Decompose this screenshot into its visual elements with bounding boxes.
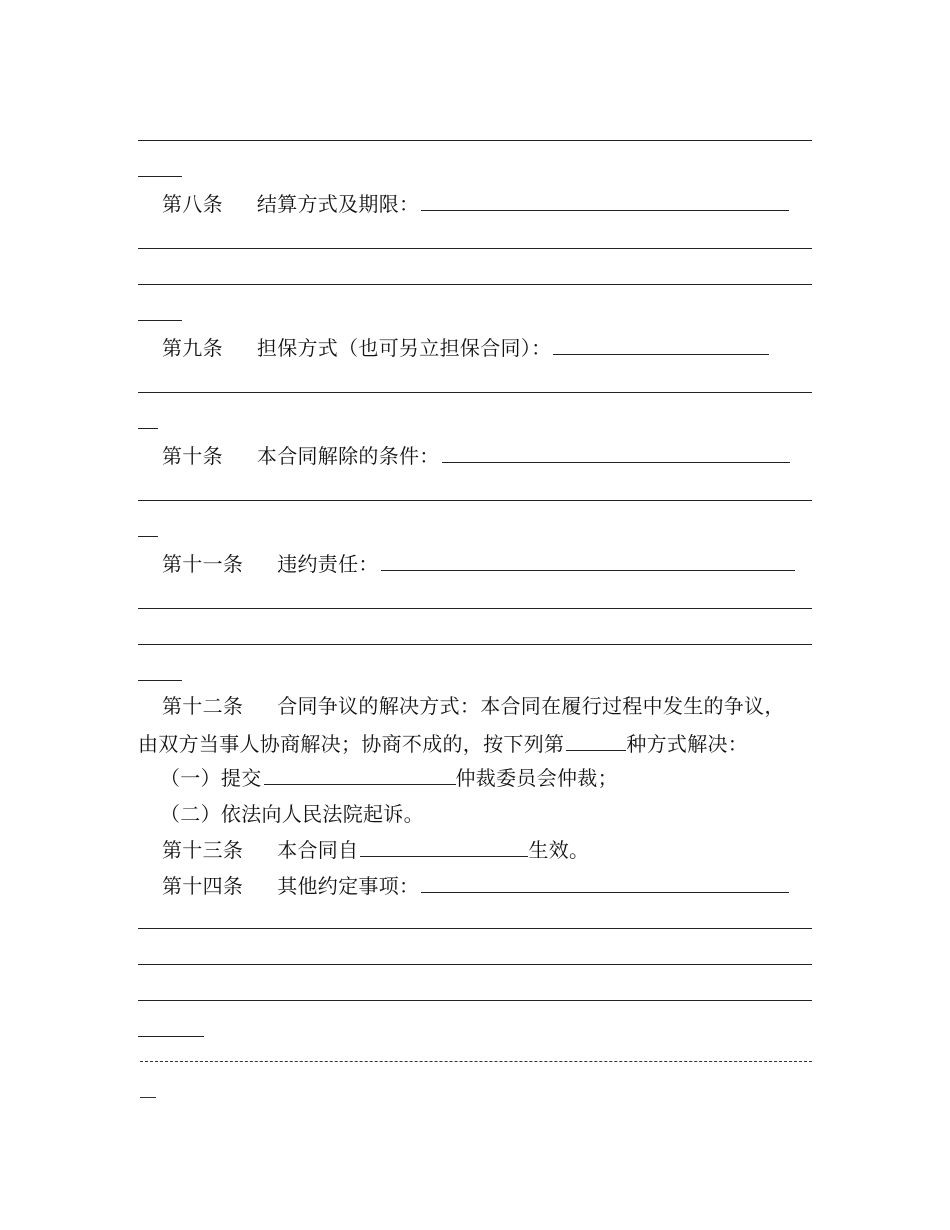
article-title: 其他约定事项： — [277, 874, 420, 898]
article-title: 本合同解除的条件： — [256, 444, 440, 468]
article-title: 担保方式（也可另立担保合同）： — [256, 336, 552, 360]
blank-line — [138, 644, 812, 645]
article-12-line-2 — [138, 730, 748, 758]
blank-line — [138, 500, 812, 501]
blank-line-tail — [138, 428, 158, 429]
article-number: 第十四条 — [162, 874, 244, 898]
article-8 — [138, 190, 789, 218]
article-text: 生效。 — [528, 838, 590, 862]
fill-blank — [264, 764, 456, 785]
article-number: 第十二条 — [162, 694, 244, 718]
article-text: 种方式解决： — [626, 732, 749, 756]
fill-blank — [553, 334, 769, 355]
fill-blank — [421, 872, 789, 893]
fill-blank — [442, 442, 790, 463]
article-text: 本合同自 — [277, 838, 359, 862]
blank-line-tail — [138, 1036, 204, 1037]
dashed-separator-tail — [140, 1097, 156, 1098]
fill-blank — [566, 730, 626, 751]
option-text: （一）提交 — [160, 766, 262, 790]
option-text: （二）依法向人民法院起诉。 — [160, 802, 424, 826]
fill-blank — [360, 836, 528, 857]
article-title: 结算方式及期限： — [256, 192, 420, 216]
blank-line — [138, 392, 812, 393]
article-number: 第十条 — [162, 444, 223, 468]
article-number: 第十一条 — [162, 552, 244, 576]
article-13 — [138, 836, 589, 864]
article-title: 违约责任： — [277, 552, 379, 576]
blank-line — [138, 608, 812, 609]
article-11 — [138, 550, 795, 578]
blank-line — [138, 964, 812, 965]
dashed-separator — [140, 1061, 812, 1062]
article-text: 合同争议的解决方式：本合同在履行过程中发生的争议， — [277, 694, 785, 718]
article-9 — [138, 334, 769, 362]
blank-line-tail — [138, 536, 158, 537]
article-10 — [138, 442, 790, 470]
blank-line-tail — [138, 176, 182, 177]
blank-line — [138, 284, 812, 285]
blank-line — [138, 928, 812, 929]
article-number: 第十三条 — [162, 838, 244, 862]
option-text: 仲裁委员会仲裁； — [455, 766, 618, 790]
fill-blank — [421, 190, 789, 211]
blank-line-tail — [138, 680, 182, 681]
blank-line — [138, 1000, 812, 1001]
blank-line — [138, 248, 812, 249]
article-12-line-1 — [138, 692, 785, 720]
article-text: 由双方当事人协商解决；协商不成的，按下列第 — [138, 732, 565, 756]
fill-blank — [381, 550, 795, 571]
article-number: 第九条 — [162, 336, 223, 360]
option-2 — [160, 800, 424, 828]
blank-line-tail — [138, 320, 182, 321]
blank-line — [138, 140, 812, 141]
option-1 — [160, 764, 618, 792]
article-14 — [138, 872, 789, 900]
article-number: 第八条 — [162, 192, 223, 216]
